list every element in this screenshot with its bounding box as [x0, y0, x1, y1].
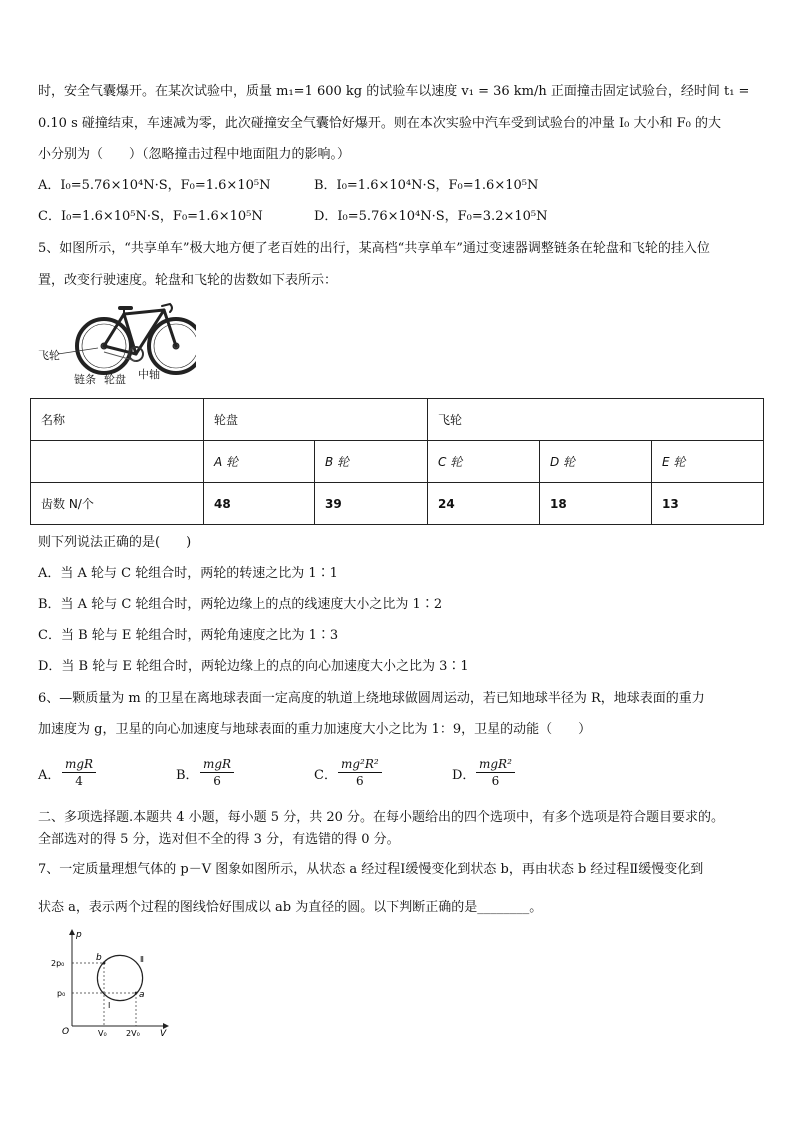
q7-line1: 7、一定质量理想气体的 p－V 图象如图所示，从状态 a 经过程Ⅰ缓慢变化到状态 b，再由状态 b 经过程Ⅱ缓慢变化到: [38, 862, 704, 877]
table-cell-teeth-c: 24: [428, 483, 540, 525]
q6-option-d-label: D．: [452, 768, 476, 783]
table-cell-teeth-d: 18: [540, 483, 652, 525]
label-chain: 链条: [74, 373, 96, 386]
process-2-label: Ⅱ: [140, 955, 144, 964]
label-axle: 中轴: [138, 368, 160, 381]
tick-2p0: 2p₀: [51, 959, 65, 968]
label-flywheel: 飞轮: [38, 349, 60, 362]
table-cell-wheel-e: E 轮: [652, 441, 764, 483]
q4-option-b: B．I₀=1.6×10⁴N·S，F₀=1.6×10⁵N: [314, 178, 539, 193]
point-a-label: a: [139, 990, 145, 1000]
table-cell-empty: [31, 441, 204, 483]
front-wheel: [149, 319, 196, 373]
label-chainring: 轮盘: [104, 373, 126, 386]
table-row: [31, 441, 764, 483]
table-cell-wheel-c: C 轮: [428, 441, 540, 483]
q6-option-c-label: C．: [314, 768, 337, 783]
table-cell-wheel-b: B 轮: [315, 441, 428, 483]
q4-option-d: D．I₀=5.76×10⁴N·S，F₀=3.2×10⁵N: [314, 209, 548, 224]
origin-label: O: [62, 1027, 70, 1037]
q6-option-a-fraction: [62, 757, 96, 788]
fraction-numerator: mgR: [62, 757, 96, 773]
table-cell-chainring: 轮盘: [204, 399, 428, 441]
q6-option-c-fraction: [338, 757, 382, 788]
q5-line1: 5、如图所示，“共享单车”极大地方便了老百姓的出行，某高档“共享单车”通过变速器调整链条在轮盘和飞轮的挂入位: [38, 241, 710, 256]
q6-option-d-fraction: [476, 757, 515, 788]
q5-question: 则下列说法正确的是( ): [38, 535, 192, 550]
q5-option-b: B．当 A 轮与 C 轮组合时，两轮边缘上的点的线速度大小之比为 1∶2: [38, 597, 443, 612]
q5-option-a: A．当 A 轮与 C 轮组合时，两轮的转速之比为 1∶1: [38, 566, 338, 581]
table-cell-wheel-a: A 轮: [204, 441, 315, 483]
q4-line2: 0.10 s 碰撞结束，车速减为零，此次碰撞安全气囊恰好爆开。则在本次实验中汽车受到试验台的冲量 I₀ 大小和 F₀ 的大: [38, 116, 721, 131]
process-1-label: Ⅰ: [108, 1001, 111, 1010]
q6-option-a-label: A．: [38, 768, 61, 783]
fraction-denominator: 4: [75, 774, 83, 788]
section2-line2: 全部选对的得 5 分，选对但不全的得 3 分，有选错的得 0 分。: [38, 832, 400, 847]
v-axis-label: V: [160, 1029, 167, 1038]
point-b-label: b: [96, 953, 102, 963]
q4-option-c: C．I₀=1.6×10⁵N·S，F₀=1.6×10⁵N: [38, 209, 263, 224]
point-b: [103, 962, 106, 965]
fraction-denominator: 6: [491, 774, 500, 788]
table-row: [31, 483, 764, 525]
q6-line2: 加速度为 g，卫星的向心加速度与地球表面的重力加速度大小之比为 1：9，卫星的动能（ ）: [38, 722, 592, 737]
q4-line3: 小分别为（ ）（忽略撞击过程中地面阻力的影响。）: [38, 147, 351, 162]
fraction-numerator: mgR²: [476, 757, 515, 773]
q5-option-c: C．当 B 轮与 E 轮组合时，两轮角速度之比为 1∶3: [38, 628, 339, 643]
pv-graph: [48, 928, 178, 1038]
tick-v0: V₀: [98, 1029, 107, 1038]
fraction-denominator: 6: [213, 774, 221, 788]
gear-table: [30, 398, 764, 525]
fraction-numerator: mg²R²: [338, 757, 382, 773]
table-cell-wheel-d: D 轮: [540, 441, 652, 483]
table-cell-teeth-label: 齿数 N/个: [31, 483, 204, 525]
table-cell-name: 名称: [31, 399, 204, 441]
table-cell-flywheel: 飞轮: [428, 399, 764, 441]
tick-p0: p₀: [57, 989, 66, 998]
tick-2v0: 2V₀: [126, 1029, 140, 1038]
q5-option-d: D．当 B 轮与 E 轮组合时，两轮边缘上的点的向心加速度大小之比为 3∶1: [38, 659, 469, 674]
table-cell-teeth-e: 13: [652, 483, 764, 525]
q6-option-b-label: B．: [176, 768, 199, 783]
fraction-denominator: 6: [356, 774, 364, 788]
bike-frame: [104, 304, 176, 354]
q6-line1: 6、—颗质量为 m 的卫星在离地球表面一定高度的轨道上绕地球做圆周运动，若已知地球半径为 R，地球表面的重力: [38, 691, 705, 706]
fraction-numerator: mgR: [200, 757, 234, 773]
table-row: [31, 399, 764, 441]
q4-option-a: A．I₀=5.76×10⁴N·S，F₀=1.6×10⁵N: [38, 178, 271, 193]
p-axis-label: p: [76, 930, 82, 940]
section2-line1: 二、多项选择题.本题共 4 小题，每小题 5 分，共 20 分。在每小题给出的四个选项中，有多个选项是符合题目要求的。: [38, 810, 725, 825]
table-cell-teeth-b: 39: [315, 483, 428, 525]
point-a: [135, 992, 138, 995]
q4-line1: 时，安全气囊爆开。在某次试验中，质量 m₁=1 600 kg 的试验车以速度 v₁ = 36 km/h 正面撞击固定试验台，经时间 t₁ =: [38, 84, 750, 99]
q7-line2: 状态 a，表示两个过程的图线恰好围成以 ab 为直径的圆。以下判断正确的是________。: [38, 900, 543, 915]
table-cell-teeth-a: 48: [204, 483, 315, 525]
q5-line2: 置，改变行驶速度。轮盘和飞轮的齿数如下表所示：: [38, 273, 338, 288]
q6-option-b-fraction: [200, 757, 234, 788]
